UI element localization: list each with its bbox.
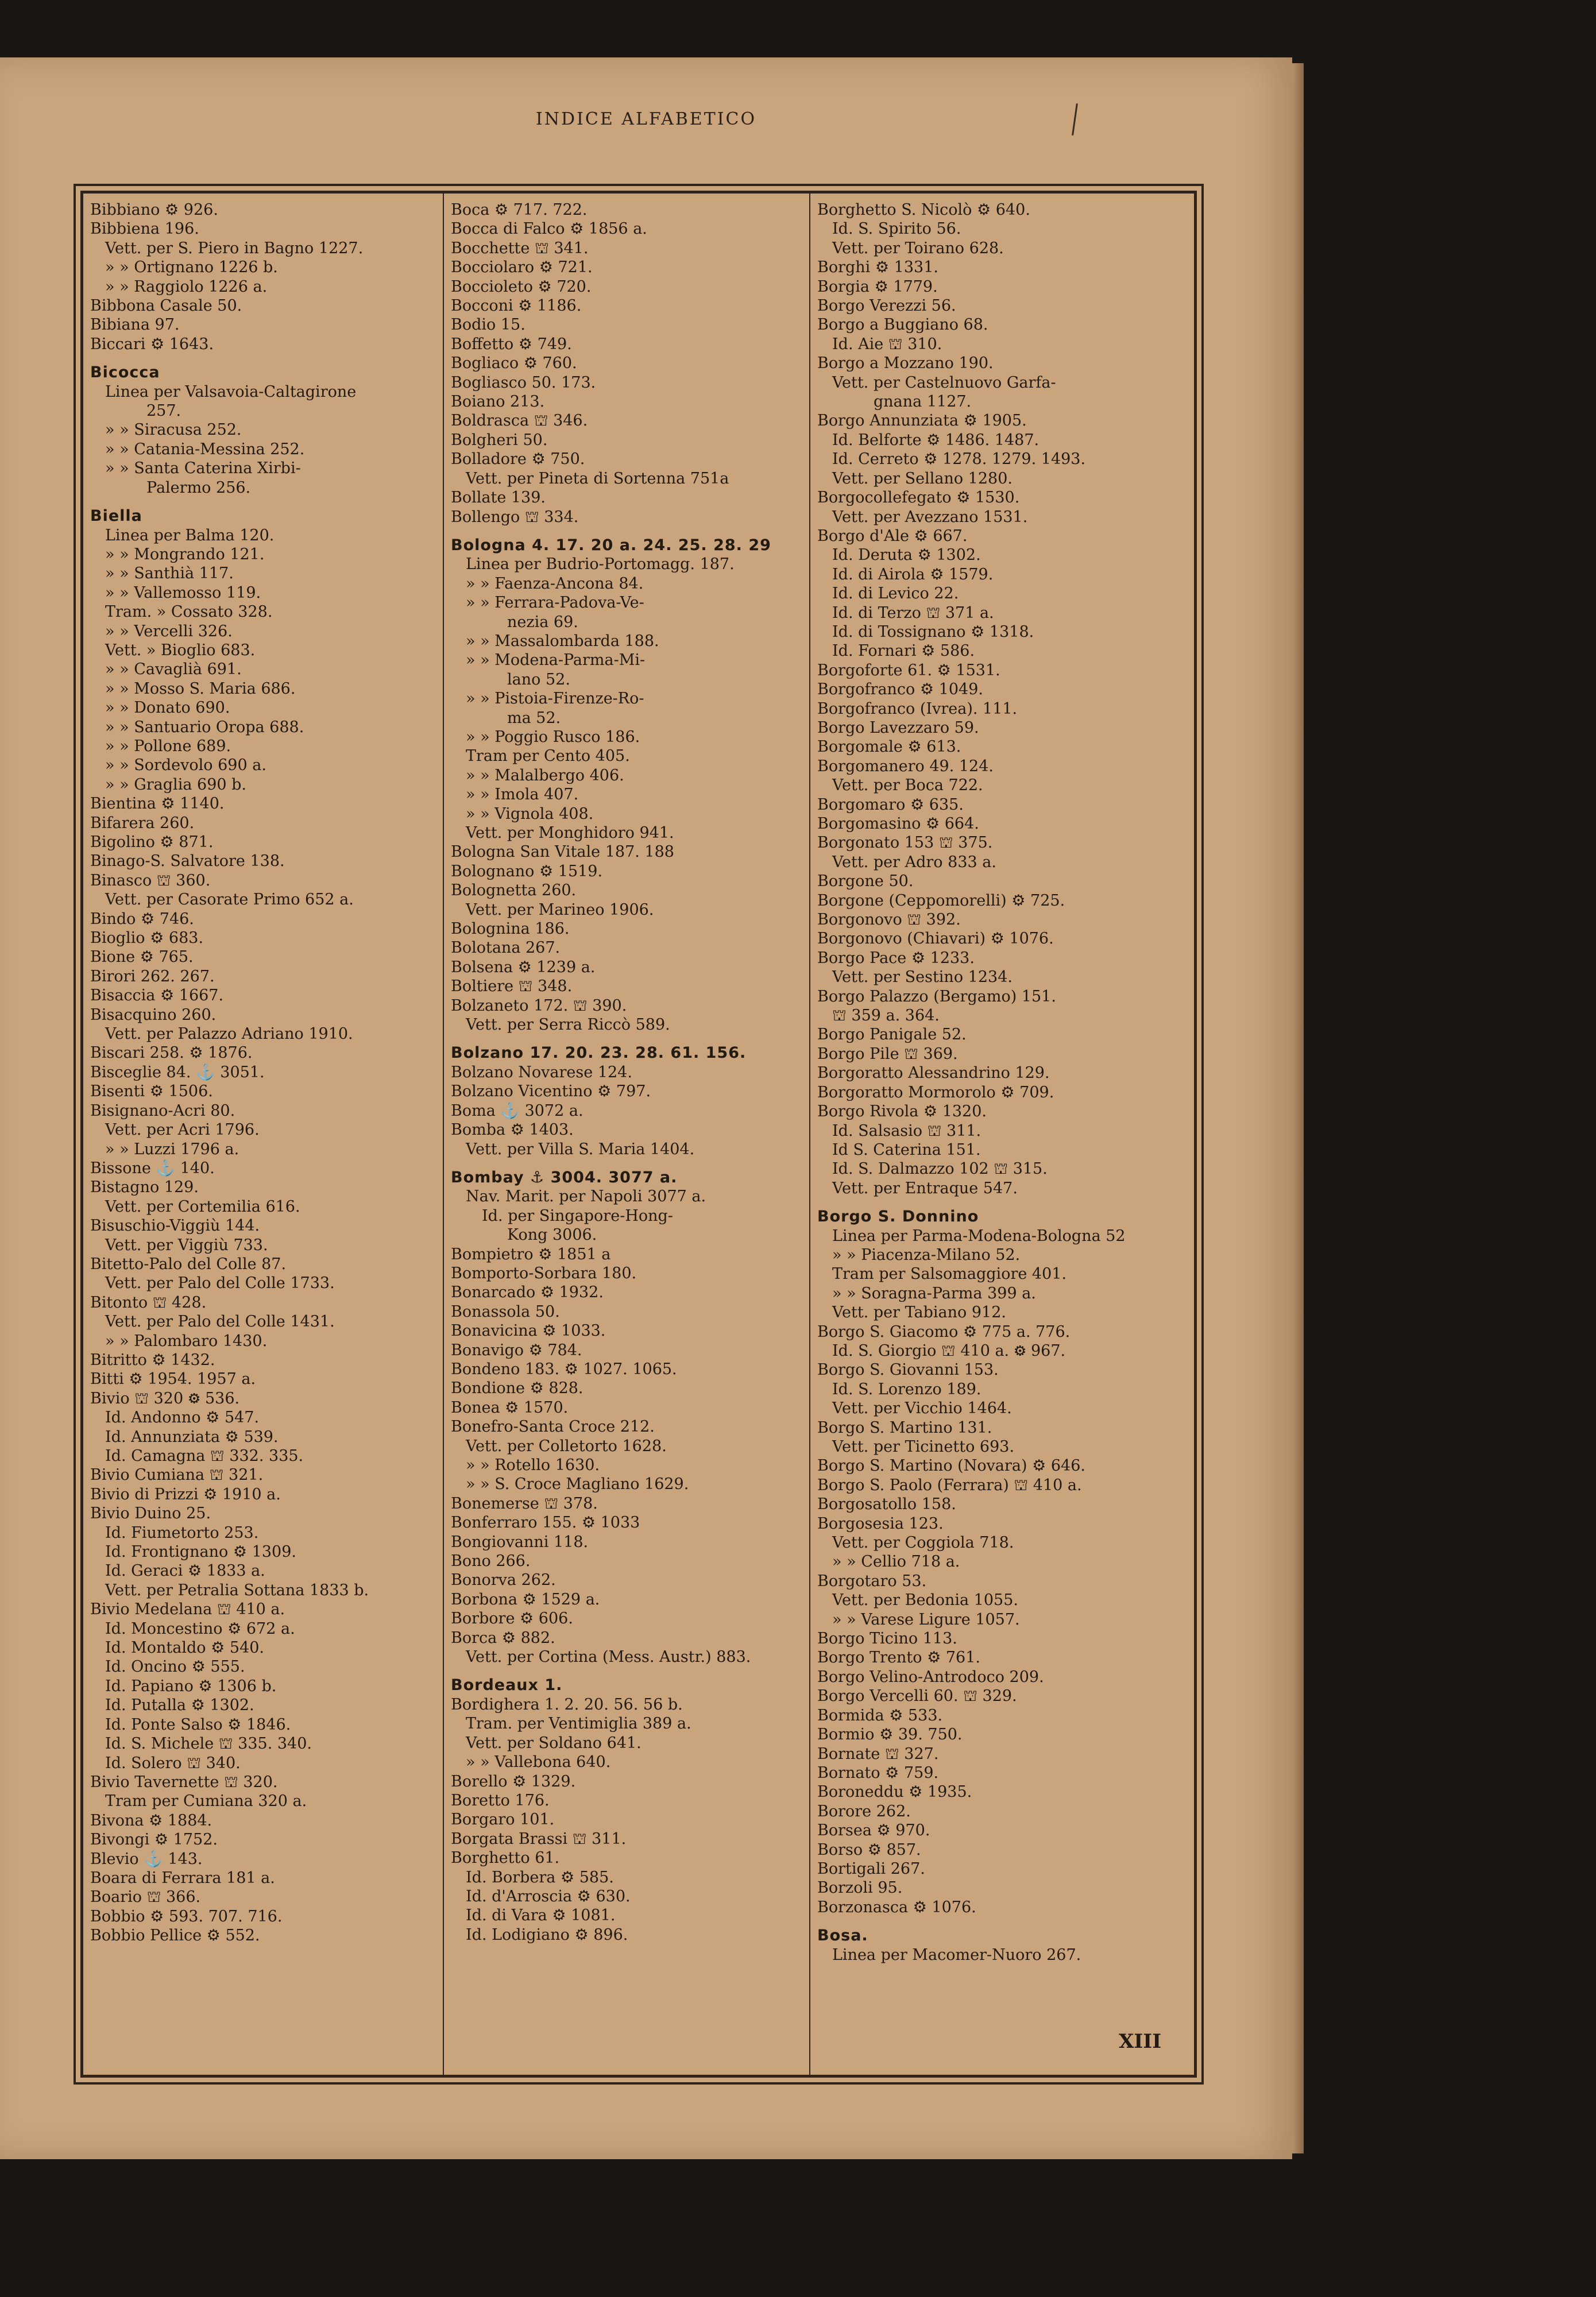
index-entry: Nav. Marit. per Napoli 3077 a.	[466, 1188, 706, 1206]
index-heading: Bolzano 17. 20. 23. 28. 61. 156.	[451, 1044, 747, 1062]
index-entry: Bondeno 183. ⚙ 1027. 1065.	[451, 1360, 677, 1378]
index-entry: Borgo S. Martino (Novara) ⚙ 646.	[817, 1457, 1085, 1475]
index-heading: Bologna 4. 17. 20 a. 24. 25. 28. 29	[451, 536, 771, 554]
index-entry: » » S. Croce Magliano 1629.	[466, 1475, 689, 1494]
index-entry: Borgo Velino-Antrodoco 209.	[817, 1668, 1044, 1686]
index-entry: Vett. per Bedonia 1055.	[832, 1591, 1018, 1610]
index-entry: Vett. per Pineta di Sortenna 751a	[466, 469, 729, 488]
index-entry: Vett. per Villa S. Maria 1404.	[466, 1140, 695, 1158]
index-entry: Borgo Pace ⚙ 1233.	[817, 949, 975, 967]
index-entry: Bordighera 1. 2. 20. 56. 56 b.	[451, 1695, 683, 1714]
index-entry: Boccioleto ⚙ 720.	[451, 277, 592, 296]
index-entry: Id. di Vara ⚙ 1081.	[466, 1907, 616, 1925]
index-entry: Borgocollefegato ⚙ 1530.	[817, 489, 1020, 507]
index-entry: » » Cavaglià 691.	[105, 660, 242, 679]
index-entry: Borgo d'Ale ⚙ 667.	[817, 527, 968, 545]
index-entry: Tram. per Ventimiglia 389 a.	[466, 1715, 691, 1733]
index-entry: Boretto 176.	[451, 1791, 550, 1809]
index-entry: Bonavigo ⚙ 784.	[451, 1341, 582, 1359]
index-entry: » » Malalbergo 406.	[466, 766, 624, 784]
index-entry: Borghetto 61.	[451, 1849, 560, 1867]
index-entry: Bocconi ⚙ 1186.	[451, 297, 582, 315]
index-entry: Bormida ⚙ 533.	[817, 1706, 943, 1724]
index-entry: Blevio ⚓ 143.	[90, 1850, 203, 1868]
index-entry: Borgoforte 61. ⚙ 1531.	[817, 661, 1000, 679]
index-entry: Borgo Rivola ⚙ 1320.	[817, 1103, 987, 1121]
index-entry: Binago-S. Salvatore 138.	[90, 852, 285, 871]
index-entry: Id. Salsasio ⛫ 311.	[832, 1122, 981, 1140]
index-entry: Boltiere ⛫ 348.	[451, 977, 573, 996]
page-edge	[1292, 63, 1304, 2153]
index-entry: Bompietro ⚙ 1851 a	[451, 1245, 611, 1263]
index-entry: » » Vallebona 640.	[466, 1753, 611, 1772]
index-entry: » » Mongrando 121.	[105, 545, 265, 563]
index-entry: Borgomasino ⚙ 664.	[817, 815, 979, 833]
index-entry: Vett. per Entraque 547.	[832, 1179, 1018, 1197]
index-entry: Bormio ⚙ 39. 750.	[817, 1726, 963, 1744]
index-entry: Vett. per S. Piero in Bagno 1227.	[105, 239, 364, 257]
index-entry: Borghi ⚙ 1331.	[817, 258, 938, 277]
index-entry: Bibiana 97.	[90, 316, 180, 334]
index-entry: Palermo 256.	[146, 478, 251, 497]
index-entry: Bonemerse ⛫ 378.	[451, 1494, 598, 1513]
index-entry: Vett. per Cortemilia 616.	[105, 1197, 300, 1216]
index-entry: Bisignano-Acri 80.	[90, 1101, 235, 1120]
index-entry: Borgone (Ceppomorelli) ⚙ 725.	[817, 891, 1065, 910]
index-heading: Bicocca	[90, 364, 160, 382]
index-entry: Boario ⛫ 366.	[90, 1888, 201, 1907]
index-entry: Vett. per Viggiù 733.	[105, 1236, 268, 1254]
index-entry: Bolognetta 260.	[451, 881, 577, 900]
page-header: INDICE ALFABETICO	[535, 109, 757, 129]
index-entry: » » Vignola 408.	[466, 805, 594, 823]
index-entry: Borgo Verezzi 56.	[817, 297, 956, 315]
index-entry: Id. per Singapore-Hong-	[482, 1206, 673, 1225]
index-entry: Bivio ⛫ 320 ⚙ 536.	[90, 1389, 240, 1407]
index-entry: Borgonovo ⛫ 392.	[817, 911, 961, 929]
index-entry: Biccari ⚙ 1643.	[90, 335, 214, 353]
index-entry: » » Vercelli 326.	[105, 622, 233, 640]
index-entry: Vett. per Vicchio 1464.	[832, 1399, 1012, 1418]
index-entry: » » Soragna-Parma 399 a.	[832, 1284, 1036, 1302]
index-entry: » » Catania-Messina 252.	[105, 440, 305, 458]
index-entry: » » Luzzi 1796 a.	[105, 1140, 239, 1158]
index-entry: Vett. per Monghidoro 941.	[466, 824, 674, 842]
index-entry: Borgotaro 53.	[817, 1572, 927, 1590]
index-entry: Borgia ⚙ 1779.	[817, 277, 938, 296]
index-entry: Id. Montaldo ⚙ 540.	[105, 1639, 265, 1657]
index-entry: Id. Putalla ⚙ 1302.	[105, 1696, 254, 1715]
index-entry: Id. di Terzo ⛫ 371 a.	[832, 604, 994, 622]
index-entry: Borca ⚙ 882.	[451, 1629, 555, 1647]
index-entry: Borgo S. Giovanni 153.	[817, 1361, 999, 1379]
column-divider	[443, 194, 444, 2075]
index-entry: Boma ⚓ 3072 a.	[451, 1101, 583, 1120]
index-entry: Id. di Airola ⚙ 1579.	[832, 565, 994, 583]
index-heading: Bordeaux 1.	[451, 1676, 563, 1695]
index-entry: Birori 262. 267.	[90, 967, 215, 985]
index-entry: Bornate ⛫ 327.	[817, 1745, 939, 1763]
index-entry: Linea per Budrio-Portomagg. 187.	[466, 555, 735, 574]
index-entry: Borgo a Buggiano 68.	[817, 316, 988, 334]
index-entry: Boara di Ferrara 181 a.	[90, 1869, 275, 1887]
index-entry: gnana 1127.	[874, 393, 972, 411]
index-entry: Borgaro 101.	[451, 1811, 555, 1829]
index-entry: Boiano 213.	[451, 393, 545, 411]
index-entry: Bisacquino 260.	[90, 1006, 217, 1024]
index-entry: » » Faenza-Ancona 84.	[466, 574, 644, 593]
index-entry: Bornato ⚙ 759.	[817, 1764, 939, 1782]
index-entry: Bisceglie 84. ⚓ 3051.	[90, 1063, 265, 1081]
index-entry: Id. S. Dalmazzo 102 ⛫ 315.	[832, 1160, 1048, 1178]
index-entry: Borghetto S. Nicolò ⚙ 640.	[817, 201, 1030, 219]
index-entry: Bologna San Vitale 187. 188	[451, 843, 674, 861]
index-entry: Vett. » Bioglio 683.	[105, 641, 256, 659]
index-entry: Bolzano Vicentino ⚙ 797.	[451, 1082, 651, 1101]
index-entry: Vett. per Avezzano 1531.	[832, 508, 1028, 526]
index-entry: » » Poggio Rusco 186.	[466, 728, 640, 746]
index-heading: Bombay ⚓ 3004. 3077 a.	[451, 1168, 678, 1186]
index-entry: Id. Frontignano ⚙ 1309.	[105, 1543, 296, 1561]
index-entry: Bolognano ⚙ 1519.	[451, 862, 603, 880]
index-entry: Vett. per Castelnuovo Garfa-	[832, 373, 1056, 392]
index-entry: Id. Deruta ⚙ 1302.	[832, 546, 981, 564]
index-entry: 257.	[146, 402, 181, 420]
index-entry: Bolladore ⚙ 750.	[451, 450, 585, 469]
index-entry: Bongiovanni 118.	[451, 1533, 589, 1551]
index-entry: Vett. per Palazzo Adriano 1910.	[105, 1025, 353, 1043]
index-entry: Borgo S. Paolo (Ferrara) ⛫ 410 a.	[817, 1476, 1082, 1494]
index-entry: Id. Ponte Salso ⚙ 1846.	[105, 1715, 291, 1734]
index-entry: Bolsena ⚙ 1239 a.	[451, 958, 596, 976]
index-entry: Borello ⚙ 1329.	[451, 1772, 576, 1791]
index-entry: » » Santa Caterina Xirbi-	[105, 459, 301, 478]
index-entry: Boca ⚙ 717. 722.	[451, 201, 588, 219]
index-entry: Vett. per Toirano 628.	[832, 239, 1004, 257]
index-entry: Id. Camagna ⛫ 332. 335.	[105, 1447, 304, 1465]
index-entry: » » Massalombarda 188.	[466, 632, 659, 650]
index-entry: » » Piacenza-Milano 52.	[832, 1246, 1021, 1264]
index-entry: Vett. per Sellano 1280.	[832, 469, 1013, 488]
index-entry: Id. Papiano ⚙ 1306 b.	[105, 1677, 277, 1695]
index-entry: Bifarera 260.	[90, 814, 195, 832]
index-entry: Borgo Annunziata ⚙ 1905.	[817, 412, 1027, 430]
index-entry: » » Ortignano 1226 b.	[105, 258, 278, 277]
index-entry: Borbore ⚙ 606.	[451, 1610, 573, 1628]
index-entry: Binasco ⛫ 360.	[90, 871, 211, 890]
index-entry: Bonorva 262.	[451, 1571, 556, 1590]
index-entry: Borgo Vercelli 60. ⛫ 329.	[817, 1687, 1017, 1706]
index-entry: Kong 3006.	[507, 1226, 597, 1244]
index-entry: » » Raggiolo 1226 a.	[105, 277, 268, 296]
index-entry: Borgosatollo 158.	[817, 1495, 956, 1514]
index-heading: Borgo S. Donnino	[817, 1208, 979, 1226]
index-entry: Id. Borbera ⚙ 585.	[466, 1868, 614, 1886]
index-entry: Bolotana 267.	[451, 939, 561, 957]
index-entry: Linea per Valsavoia-Caltagirone	[105, 382, 357, 401]
index-entry: Borsea ⚙ 970.	[817, 1822, 930, 1840]
index-entry: Bibbona Casale 50.	[90, 297, 242, 315]
index-entry: Borgoratto Alessandrino 129.	[817, 1064, 1050, 1082]
index-entry: » » Rotello 1630.	[466, 1456, 600, 1474]
index-entry: Bomporto-Sorbara 180.	[451, 1264, 637, 1282]
index-column-2	[451, 200, 802, 2069]
index-entry: Bivio Duino 25.	[90, 1505, 211, 1523]
index-entry: Bonavicina ⚙ 1033.	[451, 1322, 606, 1340]
page-number: XIII	[1119, 2030, 1162, 2053]
index-entry: Vett. per Palo del Colle 1431.	[105, 1313, 335, 1331]
index-entry: Bibbiano ⚙ 926.	[90, 201, 218, 219]
index-entry: Borzoli 95.	[817, 1879, 903, 1897]
index-entry: nezia 69.	[507, 613, 578, 631]
index-entry: Bollengo ⛫ 334.	[451, 508, 579, 526]
index-entry: Bonferraro 155. ⚙ 1033	[451, 1514, 640, 1532]
index-entry: Borgomale ⚙ 613.	[817, 738, 961, 756]
index-entry: Borgo Ticino 113.	[817, 1630, 957, 1648]
index-entry: » » Siracusa 252.	[105, 421, 242, 439]
index-entry: Vett. per Tabiano 912.	[832, 1304, 1006, 1322]
index-entry: Borgo Panigale 52.	[817, 1026, 967, 1044]
index-entry: Vett. per Acri 1796.	[105, 1121, 260, 1139]
index-entry: Bono 266.	[451, 1552, 531, 1571]
index-entry: Bione ⚙ 765.	[90, 948, 194, 966]
index-entry: Boldrasca ⛫ 346.	[451, 412, 588, 430]
index-entry: Bondione ⚙ 828.	[451, 1379, 583, 1398]
index-entry: Id. di Levico 22.	[832, 585, 959, 603]
index-entry: Borgosesia 123.	[817, 1514, 944, 1533]
index-entry: Borso ⚙ 857.	[817, 1840, 921, 1859]
index-entry: Bisenti ⚙ 1506.	[90, 1082, 213, 1101]
index-entry: Vett. per Palo del Colle 1733.	[105, 1274, 335, 1293]
index-entry: Borgata Brassi ⛫ 311.	[451, 1830, 627, 1848]
index-entry: Borgo a Mozzano 190.	[817, 354, 994, 373]
index-entry: Bocchette ⛫ 341.	[451, 239, 589, 257]
index-entry: » » Mosso S. Maria 686.	[105, 679, 296, 698]
index-entry: Bonea ⚙ 1570.	[451, 1398, 569, 1417]
index-heading: Bosa.	[817, 1927, 868, 1945]
index-entry: » » Ferrara-Padova-Ve-	[466, 594, 644, 612]
column-divider	[809, 194, 810, 2075]
index-frame	[80, 191, 1197, 2078]
index-entry: Bisuschio-Viggiù 144.	[90, 1217, 260, 1235]
index-entry: Borgomaro ⚙ 635.	[817, 795, 964, 814]
index-entry: Bitetto-Palo del Colle 87.	[90, 1255, 287, 1273]
index-entry: Id. Fiumetorto 253.	[105, 1523, 259, 1542]
index-entry: Bistagno 129.	[90, 1178, 199, 1197]
index-entry: Bivongi ⚙ 1752.	[90, 1831, 218, 1849]
index-entry: Vett. per Casorate Primo 652 a.	[105, 891, 354, 909]
index-entry: Bolognina 186.	[451, 920, 570, 938]
index-entry: Vett. per Colletorto 1628.	[466, 1437, 667, 1455]
index-entry: Bollate 139.	[451, 489, 546, 507]
index-entry: Vett. per Marineo 1906.	[466, 900, 654, 919]
index-entry: Id. S. Michele ⛫ 335. 340.	[105, 1735, 312, 1753]
index-entry: lano 52.	[507, 670, 570, 689]
index-entry: Id. Cerreto ⚙ 1278. 1279. 1493.	[832, 450, 1086, 469]
index-entry: Bientina ⚙ 1140.	[90, 795, 225, 813]
index-entry: Id. d'Arroscia ⚙ 630.	[466, 1887, 631, 1905]
index-entry: Borzonasca ⚙ 1076.	[817, 1898, 976, 1916]
index-column-1	[90, 200, 437, 2069]
index-entry: ⛫ 359 a. 364.	[832, 1007, 940, 1025]
index-entry: Bivio di Prizzi ⚙ 1910 a.	[90, 1485, 281, 1503]
index-entry: » » Sordevolo 690 a.	[105, 756, 266, 775]
index-entry: Tram per Cento 405.	[466, 747, 630, 765]
index-entry: Vett. per Ticinetto 693.	[832, 1438, 1015, 1456]
index-entry: Vett. per Cortina (Mess. Austr.) 883.	[466, 1648, 751, 1666]
index-entry: Id. Fornari ⚙ 586.	[832, 642, 975, 660]
index-column-3	[817, 200, 1182, 2069]
index-entry: Bigolino ⚙ 871.	[90, 833, 214, 851]
index-entry: Id. Solero ⛫ 340.	[105, 1754, 241, 1772]
index-entry: » » Modena-Parma-Mi-	[466, 651, 646, 670]
index-entry: Bitonto ⛫ 428.	[90, 1293, 207, 1312]
index-entry: » » Vallemosso 119.	[105, 583, 261, 602]
index-entry: Borbona ⚙ 1529 a.	[451, 1590, 600, 1608]
index-entry: Id. Geraci ⚙ 1833 a.	[105, 1562, 265, 1580]
index-entry: Id. di Tossignano ⚙ 1318.	[832, 622, 1034, 641]
index-entry: Bomba ⚙ 1403.	[451, 1121, 574, 1139]
index-entry: Borgone 50.	[817, 872, 914, 891]
index-entry: Bolzaneto 172. ⛫ 390.	[451, 996, 627, 1015]
index-entry: Bortigali 267.	[817, 1859, 925, 1878]
index-entry: Borgomanero 49. 124.	[817, 757, 994, 775]
index-entry: Id S. Caterina 151.	[832, 1140, 981, 1159]
index-entry: Borgo Trento ⚙ 761.	[817, 1649, 981, 1667]
index-entry: Bivona ⚙ 1884.	[90, 1811, 212, 1830]
index-entry: Id. Lodigiano ⚙ 896.	[466, 1925, 628, 1944]
index-entry: Bioglio ⚙ 683.	[90, 929, 204, 948]
index-entry: Linea per Parma-Modena-Bologna 52	[832, 1227, 1126, 1245]
index-entry: Id. Belforte ⚙ 1486. 1487.	[832, 431, 1039, 449]
index-entry: Bogliasco 50. 173.	[451, 373, 596, 392]
index-entry: Bonefro-Santa Croce 212.	[451, 1418, 655, 1436]
index-entry: Id. Oncino ⚙ 555.	[105, 1658, 245, 1676]
index-entry: Bivio Tavernette ⛫ 320.	[90, 1773, 278, 1791]
index-entry: Borgo S. Giacomo ⚙ 775 a. 776.	[817, 1322, 1071, 1341]
index-entry: Id. Annunziata ⚙ 539.	[105, 1428, 279, 1446]
index-entry: Bissone ⚓ 140.	[90, 1159, 215, 1177]
index-entry: » » Pollone 689.	[105, 737, 231, 755]
index-entry: Borgofranco ⚙ 1049.	[817, 680, 983, 699]
index-entry: Bonarcado ⚙ 1932.	[451, 1283, 604, 1302]
index-entry: Bitritto ⚙ 1432.	[90, 1351, 215, 1369]
index-entry: Id. Andonno ⚙ 547.	[105, 1409, 260, 1427]
index-entry: Boffetto ⚙ 749.	[451, 335, 572, 353]
index-entry: Tram per Salsomaggiore 401.	[832, 1265, 1067, 1283]
index-entry: » » Varese Ligure 1057.	[832, 1610, 1020, 1629]
index-entry: Boroneddu ⚙ 1935.	[817, 1783, 972, 1801]
index-entry: Borgofranco (Ivrea). 111.	[817, 699, 1018, 718]
index-entry: Borgo Pile ⛫ 369.	[817, 1045, 958, 1063]
index-entry: Bivio Cumiana ⛫ 321.	[90, 1466, 264, 1484]
index-entry: Bindo ⚙ 746.	[90, 910, 194, 928]
index-entry: Bocciolaro ⚙ 721.	[451, 258, 593, 277]
index-entry: » » Pistoia-Firenze-Ro-	[466, 690, 644, 708]
index-entry: » » Santhià 117.	[105, 564, 234, 583]
index-entry: Borgo Palazzo (Bergamo) 151.	[817, 987, 1056, 1006]
index-entry: Borgo Lavezzaro 59.	[817, 718, 979, 737]
index-entry: » » Cellio 718 a.	[832, 1553, 960, 1571]
index-entry: Bibbiena 196.	[90, 220, 199, 238]
index-entry: Id. Aie ⛫ 310.	[832, 335, 942, 353]
index-entry: Linea per Macomer-Nuoro 267.	[832, 1946, 1081, 1964]
index-entry: Id. S. Spirito 56.	[832, 220, 961, 238]
index-entry: Borgo S. Martino 131.	[817, 1418, 992, 1437]
index-entry: Bivio Medelana ⛫ 410 a.	[90, 1600, 285, 1619]
index-heading: Biella	[90, 507, 142, 525]
index-entry: Bolgheri 50.	[451, 431, 548, 449]
index-entry: Tram. » Cossato 328.	[105, 603, 273, 621]
index-entry: Id. Moncestino ⚙ 672 a.	[105, 1619, 295, 1638]
index-entry: Bocca di Falco ⚙ 1856 a.	[451, 220, 647, 238]
index-entry: Vett. per Serra Riccò 589.	[466, 1016, 670, 1034]
index-entry: » » Graglia 690 b.	[105, 775, 246, 794]
index-entry: Borgonato 153 ⛫ 375.	[817, 834, 993, 852]
index-entry: Bitti ⚙ 1954. 1957 a.	[90, 1370, 256, 1389]
index-entry: Bolzano Novarese 124.	[451, 1063, 632, 1081]
index-entry: Vett. per Soldano 641.	[466, 1734, 642, 1752]
index-entry: ma 52.	[507, 709, 561, 727]
index-entry: Bodio 15.	[451, 316, 525, 334]
index-entry: Vett. per Sestino 1234.	[832, 968, 1013, 987]
index-entry: Bonassola 50.	[451, 1302, 560, 1321]
index-entry: Id. S. Giorgio ⛫ 410 a. ⚙ 967.	[832, 1341, 1066, 1360]
index-entry: » » Santuario Oropa 688.	[105, 718, 304, 736]
index-entry: Bobbio ⚙ 593. 707. 716.	[90, 1907, 283, 1925]
index-entry: Bobbio Pellice ⚙ 552.	[90, 1927, 260, 1945]
index-entry: Borgoratto Mormorolo ⚙ 709.	[817, 1083, 1054, 1101]
index-entry: Vett. per Petralia Sottana 1833 b.	[105, 1581, 369, 1599]
index-entry: Vett. per Coggiola 718.	[832, 1534, 1014, 1552]
index-entry: Biscari 258. ⚙ 1876.	[90, 1044, 253, 1062]
index-entry: » » Donato 690.	[105, 699, 230, 717]
index-entry: Borgonovo (Chiavari) ⚙ 1076.	[817, 930, 1054, 948]
index-entry: Bisaccia ⚙ 1667.	[90, 987, 224, 1005]
index-entry: Tram per Cumiana 320 a.	[105, 1792, 307, 1811]
index-entry: Vett. per Adro 833 a.	[832, 853, 996, 871]
index-entry: » » Imola 407.	[466, 786, 579, 804]
index-entry: » » Palombaro 1430.	[105, 1332, 268, 1350]
index-entry: Borore 262.	[817, 1802, 911, 1820]
index-entry: Linea per Balma 120.	[105, 526, 275, 544]
index-entry: Id. S. Lorenzo 189.	[832, 1380, 981, 1398]
index-entry: Bogliaco ⚙ 760.	[451, 354, 577, 373]
index-entry: Vett. per Boca 722.	[832, 776, 983, 795]
